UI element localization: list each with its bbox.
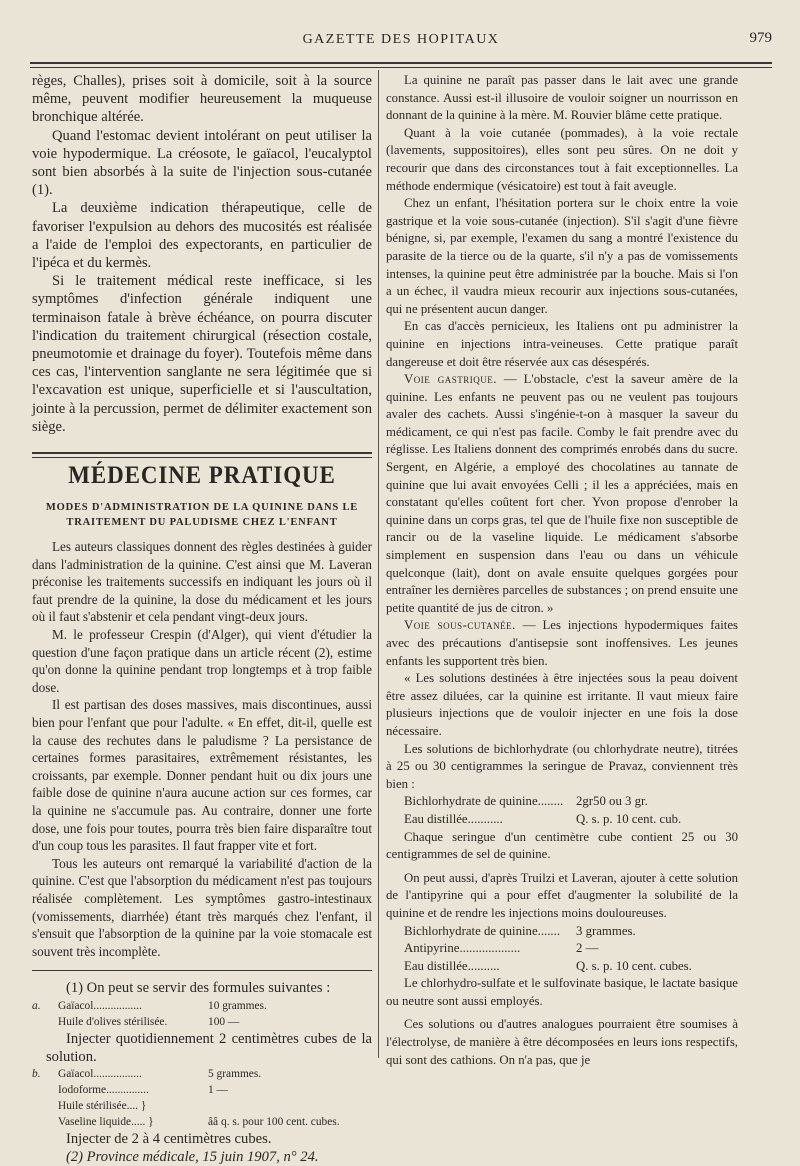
quantity: 5 grammes.	[208, 1067, 262, 1080]
quantity: 3 grammes.	[576, 923, 636, 938]
page-number: 979	[749, 30, 772, 46]
ingredient: Huile stérilisée.... }	[58, 1099, 147, 1112]
section-rule-thin	[32, 457, 372, 458]
paragraph: Quand l'estomac devient intolérant on peut utiliser la voie hypodermique. La créosote, le gaïacol, l'eucalyptol sont bien absorbés à la suite de l'injection sous-cutanée (1).	[32, 127, 372, 199]
paragraph: Ces solutions ou d'autres analogues pourraient être soumises à l'électrolyse, de manière à être décomposées en leurs ions respectifs, qui sont des cathions. On n'a pas, que je	[386, 1017, 738, 1067]
formula-key: b.	[32, 1067, 41, 1080]
formula-row	[32, 1098, 372, 1114]
page-header	[30, 30, 772, 54]
paragraph: Si le traitement médical reste inefficace, si les symptômes d'infection générale indiquent une terminaison fatale à brève échéance, on pourra discuter l'indication du traitement chirurgical (résection costale, pneumotomie et drainage du foyer). Toutefois même dans ces cas, l'intervention sanglante ne sera légitimée que si l'excavation est unique, superficielle et si l'auscultation, jointe à la percussion, permet de délimiter exactement son siège.	[32, 273, 372, 435]
ingredient: Gaïacol.................	[58, 999, 142, 1012]
formula-row	[32, 1114, 372, 1130]
paragraph: La quinine ne paraît pas passer dans le lait avec une grande constance. Aussi est-il illusoire de vouloir soigner un nourrisson en donnant de la quinine à la mère. M. Rouvier blâme cette pratique.	[386, 73, 738, 123]
formula-row	[32, 1014, 372, 1030]
quantity: 2gr50 ou 3 gr.	[576, 794, 648, 809]
section-title: MÉDECINE PRATIQUE	[68, 462, 336, 490]
article-title: MODES D'ADMINISTRATION DE LA QUININE DANS LE TRAITEMENT DU PALUDISME CHEZ L'ENFANT	[45, 502, 359, 529]
formula-row	[32, 998, 372, 1014]
ingredient: Bichlorhydrate de quinine........	[404, 794, 564, 809]
header-rule	[30, 62, 772, 64]
ingredient: Vaseline liquide..... }	[58, 1115, 154, 1128]
ingredient: Iodoforme...............	[58, 1083, 149, 1096]
paragraph	[386, 617, 738, 670]
paragraph: Les solutions de bichlorhydrate (ou chlorhydrate neutre), titrées à 25 ou 30 centigrammes la seringue de Pravaz, conviennent très bien :	[386, 741, 738, 791]
quantity: 100 —	[208, 1015, 240, 1028]
recipe-row	[386, 940, 738, 958]
quantity: 1 —	[208, 1083, 228, 1096]
paragraph: En cas d'accès pernicieux, les Italiens ont pu administrer la quinine en injections intra-veineuses. Cette pratique paraît dangereuse et doit être réservée aux cas désespérés.	[386, 319, 738, 369]
paragraph: Chaque seringue d'un centimètre cube contient 25 ou 30 centigrammes de sel de quinine.	[386, 829, 738, 862]
voie-gastrique-heading: Voie gastrique.	[404, 372, 497, 387]
voie-sous-cutanee-heading: Voie sous-cutanée.	[404, 618, 516, 633]
paragraph	[386, 371, 738, 617]
quantity: 2 —	[576, 941, 599, 956]
paragraph: Tous les auteurs ont remarqué la variabilité d'action de la quinine. C'est que l'absorption du médicament n'est pas toujours réalisée complètement. Les symptômes gastro-intestinaux (vomissements, diarrhée) étant très marqués chez l'enfant, il s'ensuit que l'absorption de la quinine par la voie stomacale est souvent très incomplète.	[32, 855, 372, 959]
paragraph: règes, Challes), prises soit à domicile, soit à la source même, peuvent modifier heureusement la muqueuse bronchique altérée.	[32, 73, 372, 126]
formula-key: a.	[32, 999, 41, 1012]
formula-note: Injecter quotidiennement 2 centimètres cubes de la solution.	[46, 1030, 372, 1065]
paragraph: Les auteurs classiques donnent des règles destinées à guider dans l'administration de la quinine. C'est ainsi que M. Laveran préconise les traitements successifs en indiquant les jours où il faut prendre de la quinine, la dose du médicament et les jours où il faut s'abstenir et cela pendant vingt-deux jours.	[32, 539, 372, 625]
formula-row	[32, 1082, 372, 1098]
paragraph: Chez un enfant, l'hésitation portera sur le choix entre la voie gastrique et la voie sous-cutanée (injection). S'il s'agit d'une fièvre bénigne, si, par exemple, l'examen du sang a montré l'existence du parasite de la tierce ou de la quarte, s'il n'y a pas de vomissements intenses, la quinine peut être administrée par la bouche. Mais si l'on a un échec, il vaudra mieux recourir aux injections sous-cutanées, qui ne présentent aucun danger.	[386, 196, 738, 316]
right-column	[386, 72, 738, 1069]
quantity: Q. s. p. 10 cent. cub.	[576, 811, 682, 826]
header-rule-thin	[30, 67, 772, 68]
footnotes	[32, 979, 372, 1166]
formula-note: Injecter de 2 à 4 centimètres cubes.	[66, 1130, 272, 1147]
quantity: 10 grammes.	[208, 999, 267, 1012]
quantity: ââ q. s. pour 100 cent. cubes.	[208, 1115, 340, 1128]
paragraph: Quant à la voie cutanée (pommades), à la voie rectale (lavements, suppositoires), elles sont peu sûres. On ne doit y recourir que dans des circonstances tout à fait exceptionnelles. La méthode endermique (vésicatoire) est tout à fait aveugle.	[386, 125, 738, 193]
paragraph: La deuxième indication thérapeutique, celle de favoriser l'expulsion au dehors des mucosités est réalisée a l'aide de l'emploi des expectorants, en particulier de l'ipéca et du kermès.	[32, 200, 372, 272]
article-body	[32, 538, 372, 960]
quantity: Q. s. p. 10 cent. cubes.	[576, 958, 692, 973]
recipe-row	[386, 923, 738, 941]
paragraph: On peut aussi, d'après Truilzi et Laveran, ajouter à cette solution de l'antipyrine qui a pour effet d'augmenter la solubilité de la quinine et de rendre les injections moins douloureuses.	[386, 870, 738, 920]
ingredient: Eau distillée..........	[404, 958, 500, 973]
ingredient: Bichlorhydrate de quinine.......	[404, 923, 561, 938]
paragraph: Il est partisan des doses massives, mais discontinues, aussi bien pour l'enfant que pour l'adulte. « En effet, dit-il, quelle est la cause des rechutes dans le paludisme ? La persistance de certaines formes parasitaires, extrêmement résistantes, les croissants, par exemple. Donner pendant huit ou dix jours une faible dose de quinine n'aura aucune action sur ces formes, car la quinine ne s'accumule pas. Au contraire, donner une forte dose, une fois pour toutes, pourra très bien faire disparaître tout d'un coup tous les parasites. Il faut frapper vite et fort.	[32, 697, 372, 854]
footnote-rule	[32, 970, 372, 971]
recipe-row	[386, 958, 738, 976]
journal-title: GAZETTE DES HOPITAUX	[302, 32, 500, 47]
section-rule	[32, 452, 372, 454]
ingredient: Antipyrine...................	[404, 941, 521, 956]
footnote-2: (2) Province médicale, 15 juin 1907, n° 24.	[66, 1149, 319, 1166]
footnote-1-intro: (1) On peut se servir des formules suivantes :	[66, 980, 331, 997]
ingredient: Eau distillée...........	[404, 811, 503, 826]
column-divider	[378, 70, 379, 1058]
ingredient: Gaïacol.................	[58, 1067, 142, 1080]
quantity	[208, 1098, 372, 1114]
paragraph: Le chlorhydro-sulfate et le sulfovinate basique, le lactate basique ou neutre sont aussi employés.	[386, 976, 738, 1008]
paragraph: M. le professeur Crespin (d'Alger), qui vient d'étudier la question d'une façon pratique dans un article récent (2), estime qu'on donne la quinine pendant trop longtemps et à trop faible dose.	[32, 627, 372, 695]
ingredient: Huile d'olives stérilisée.	[58, 1015, 168, 1028]
voie-sous-cutanee-text: — Les injections hypodermiques faites avec des précautions d'antisepsie sont inoffensives. Les jeunes enfants les supportent très bien.	[386, 618, 738, 668]
recipe-row	[386, 793, 738, 811]
paragraph: « Les solutions destinées à être injectées sous la peau doivent être assez diluées, car la quinine est irritante. Il vaut mieux faire plusieurs injections que de vouloir injecter en une fois la dose nécessaire.	[386, 671, 738, 738]
voie-gastrique-text: — L'obstacle, c'est la saveur amère de la quinine. Les enfants ne peuvent pas ou ne veulent pas toujours avaler des cachets. Aussi s'ingénie-t-on à masquer la saveur du médicament, ce qui n'est pas facile. Comby le fait prendre avec du réglisse. Les Italiens donnent des comprimés enrobés dans du sucre. Sergent, en Algérie, a employé des chocolatines au tannate de quinine que lui avait envoyées Celli ; il les a appréciées, mais en constatant qu'elles coûtent fort cher. Yvon propose d'enrober la quinine dans un corps gras, tel que de l'huile fixe non susceptible de rancir ou de la vaseline liquide. Le médicament s'absorbe simplement en suspension dans l'eau ou dans un véhicule quelconque (lait), dont on avale ensuite quelques gorgées pour entraîner les dernières parcelles de substances ; on prend ensuite une petite quantité de jus de citron. »	[386, 372, 738, 615]
formula-row	[32, 1066, 372, 1082]
left-column	[32, 72, 372, 1166]
recipe-row	[386, 811, 738, 829]
